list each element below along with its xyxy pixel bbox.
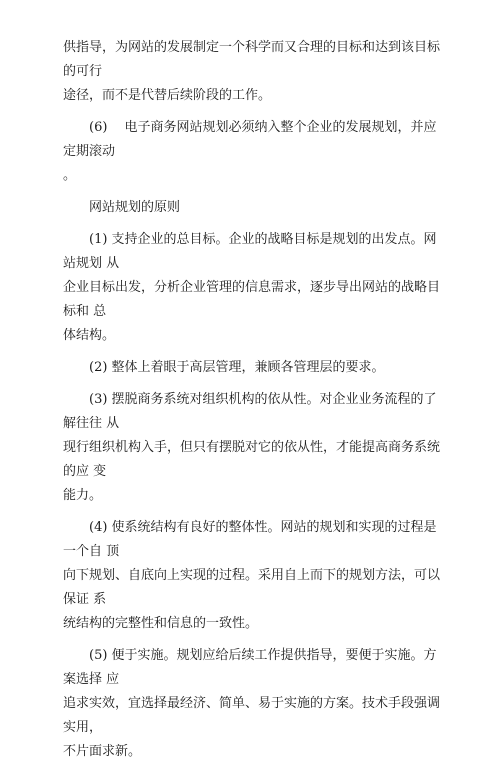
paragraph-principle-1: (1) 支持企业的总目标。企业的战略目标是规划的出发点。网站规划 从 企业目标出发，分析企业管理的信息需求，逐步导出网站的战略目标和 总 体结构。 [63, 232, 441, 343]
paragraph-principle-2: (2) 整体上着眼于高层管理，兼顾各管理层的要求。 [89, 360, 385, 375]
paragraph-principle-5: (5) 便于实施。规划应给后续工作提供指导，要便于实施。方案选择 应 追求实效，宜选择最经济、简单、易于实施的方案。技术手段强调实用， 不片面求新。 [63, 648, 441, 759]
paragraph-principle-3: (3) 摆脱商务系统对组织机构的依从性。对企业业务流程的了解往往 从 现行组织机构入手，但只有摆脱对它的依从性，才能提高商务系统的应 变 能力。 [63, 392, 441, 503]
paragraph-principle-4: (4) 使系统结构有良好的整体性。网站的规划和实现的过程是一个自 顶 向下规划、自底向上实现的过程。采用自上而下的规划方法，可以保证 系 统结构的完整性和信息的一致性。 [63, 520, 441, 631]
paragraph-continuation: 供指导，为网站的发展制定一个科学而又合理的目标和达到该目标的可行 途径，而不是代替后续阶段的工作。 [63, 40, 441, 103]
paragraph-item-6: (6) 电子商务网站规划必须纳入整个企业的发展规划，并应定期滚动 。 [63, 120, 437, 183]
section-heading-principles: 网站规划的原则 [89, 200, 181, 215]
